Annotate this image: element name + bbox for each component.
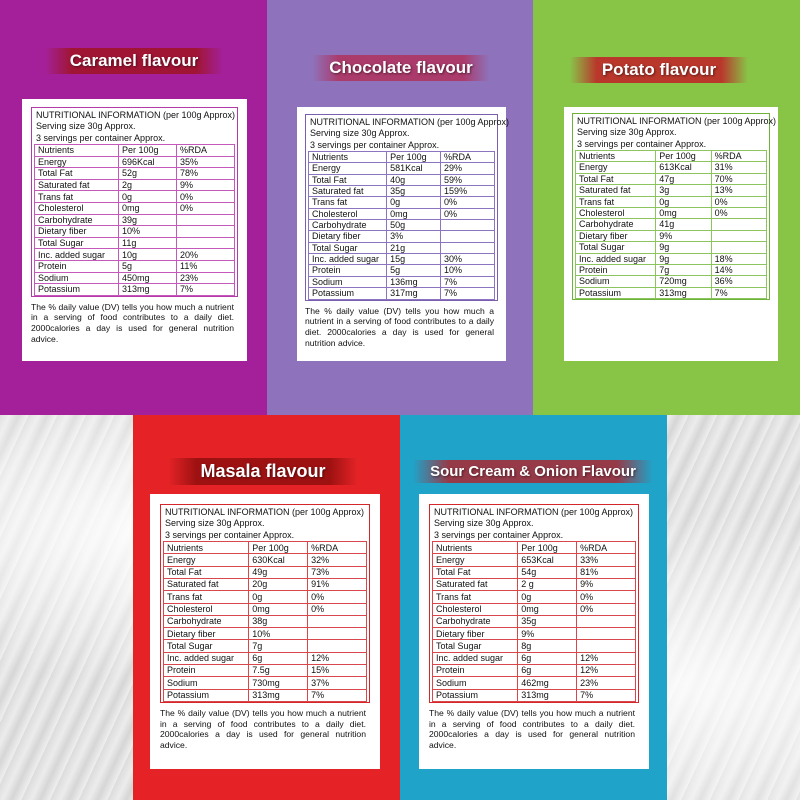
table-row: [576, 276, 767, 287]
rda-value: 37%: [308, 677, 367, 689]
potato-nutrition-card: [564, 107, 778, 361]
table-row: [576, 185, 767, 196]
rda-value: 23%: [177, 272, 235, 284]
nutrient-name: Potassium: [433, 689, 518, 701]
nutrient-name: Dietary fiber: [576, 230, 656, 241]
table-row: [576, 207, 767, 218]
per-100g-value: 720mg: [656, 276, 711, 287]
nutrient-name: Energy: [35, 156, 119, 168]
per-100g-value: 0g: [249, 591, 308, 603]
caramel-nutrition-card: [22, 99, 247, 361]
rda-value: 36%: [711, 276, 766, 287]
rda-value: 15%: [308, 665, 367, 677]
nutrition-table: [34, 144, 235, 296]
per-100g-value: 47g: [656, 173, 711, 184]
nutrient-name: Protein: [164, 665, 249, 677]
per-100g-value: 5g: [119, 260, 177, 272]
table-row: [309, 163, 495, 174]
nutrient-name: Nutrients: [576, 151, 656, 162]
rda-value: 35%: [177, 156, 235, 168]
per-100g-value: 0mg: [249, 603, 308, 615]
rda-value: [308, 628, 367, 640]
rda-value: 12%: [577, 665, 636, 677]
per-100g-value: 41g: [656, 219, 711, 230]
per-100g-value: 0mg: [518, 603, 577, 615]
nutrient-name: Nutrients: [35, 145, 119, 157]
nutrient-name: Total Sugar: [433, 640, 518, 652]
table-row: [164, 665, 367, 677]
table-row: [164, 640, 367, 652]
table-row: [433, 640, 636, 652]
per-100g-value: Per 100g: [656, 151, 711, 162]
rda-value: 18%: [711, 253, 766, 264]
per-100g-value: 6g: [518, 652, 577, 664]
table-row: [309, 220, 495, 231]
rda-value: 14%: [711, 264, 766, 275]
table-row: [164, 615, 367, 627]
table-row: [164, 603, 367, 615]
table-row: [433, 628, 636, 640]
serving-info: Serving size 30g Approx.: [434, 518, 534, 529]
table-row: [35, 226, 235, 238]
rda-value: 0%: [308, 603, 367, 615]
rda-value: [711, 242, 766, 253]
table-row: [309, 174, 495, 185]
per-100g-value: 313mg: [249, 689, 308, 701]
nutrient-name: Total Fat: [309, 174, 387, 185]
per-100g-value: 2g: [119, 179, 177, 191]
nutrient-name: Sodium: [164, 677, 249, 689]
serving-info: Serving size 30g Approx.: [577, 127, 677, 138]
table-row: [433, 578, 636, 590]
nutrient-name: Sodium: [35, 272, 119, 284]
potato-title: Potato flavour: [570, 57, 748, 83]
per-100g-value: Per 100g: [119, 145, 177, 157]
table-row: [35, 214, 235, 226]
daily-value-note: The % daily value (DV) tells you how much a nutrient in a serving of food contributes to a daily diet. 2000calories a day is used for general nutrition advice.: [429, 707, 635, 751]
nutrient-name: Inc. added sugar: [164, 652, 249, 664]
nutrient-name: Dietary fiber: [164, 628, 249, 640]
table-row: [309, 231, 495, 242]
nutrient-name: Nutrients: [309, 152, 387, 163]
chocolate-title: Chocolate flavour: [312, 55, 490, 81]
rda-value: 9%: [177, 179, 235, 191]
nutrient-name: Inc. added sugar: [576, 253, 656, 264]
nutrient-name: Sodium: [576, 276, 656, 287]
nutrient-name: Energy: [309, 163, 387, 174]
rda-value: 7%: [441, 288, 495, 299]
rda-value: 0%: [577, 603, 636, 615]
nutrient-name: Dietary fiber: [309, 231, 387, 242]
nutrition-heading: NUTRITIONAL INFORMATION (per 100g Approx): [165, 507, 365, 517]
table-row: [35, 179, 235, 191]
rda-value: 12%: [577, 652, 636, 664]
nutrient-name: Energy: [576, 162, 656, 173]
per-100g-value: 9%: [518, 628, 577, 640]
masala-nutrition-card: [150, 494, 380, 769]
nutrient-name: Protein: [576, 264, 656, 275]
per-100g-value: 653Kcal: [518, 554, 577, 566]
rda-value: %RDA: [577, 542, 636, 554]
per-100g-value: 38g: [249, 615, 308, 627]
table-row: [576, 219, 767, 230]
table-row: [576, 196, 767, 207]
daily-value-note: The % daily value (DV) tells you how much a nutrient in a serving of food contributes to a daily diet. 2000calories a day is used for general nutrition advice.: [305, 305, 494, 348]
table-row: [576, 242, 767, 253]
rda-value: [441, 220, 495, 231]
nutrient-name: Trans fat: [35, 191, 119, 203]
rda-value: 12%: [308, 652, 367, 664]
table-header-row: [164, 542, 367, 554]
nutrient-name: Dietary fiber: [433, 628, 518, 640]
rda-value: 70%: [711, 173, 766, 184]
nutrition-table: [575, 150, 767, 299]
per-100g-value: 5g: [387, 265, 441, 276]
nutrient-name: Cholesterol: [309, 208, 387, 219]
per-100g-value: 0mg: [387, 208, 441, 219]
table-row: [35, 156, 235, 168]
per-100g-value: 0mg: [656, 207, 711, 218]
nutrient-name: Total Fat: [576, 173, 656, 184]
nutrient-name: Inc. added sugar: [309, 254, 387, 265]
rda-value: [577, 640, 636, 652]
rda-value: [577, 615, 636, 627]
per-100g-value: 49g: [249, 566, 308, 578]
rda-value: 159%: [441, 186, 495, 197]
nutrition-table: [432, 541, 636, 702]
table-row: [576, 287, 767, 298]
table-row: [433, 615, 636, 627]
per-100g-value: 313mg: [656, 287, 711, 298]
nutrient-name: Sodium: [309, 276, 387, 287]
nutrient-name: Cholesterol: [35, 203, 119, 215]
per-100g-value: 52g: [119, 168, 177, 180]
per-100g-value: 7g: [249, 640, 308, 652]
table-row: [35, 249, 235, 261]
per-100g-value: 2 g: [518, 578, 577, 590]
table-row: [309, 242, 495, 253]
nutrient-name: Nutrients: [433, 542, 518, 554]
table-row: [164, 591, 367, 603]
table-row: [309, 288, 495, 299]
rda-value: %RDA: [711, 151, 766, 162]
per-100g-value: 3%: [387, 231, 441, 242]
rda-value: [441, 231, 495, 242]
table-row: [309, 208, 495, 219]
nutrient-name: Sodium: [433, 677, 518, 689]
table-row: [35, 191, 235, 203]
nutrient-name: Total Fat: [35, 168, 119, 180]
nutrient-name: Dietary fiber: [35, 226, 119, 238]
per-100g-value: 9%: [656, 230, 711, 241]
nutrient-name: Total Sugar: [576, 242, 656, 253]
table-row: [35, 203, 235, 215]
nutrient-name: Inc. added sugar: [35, 249, 119, 261]
nutrition-box: [429, 504, 639, 703]
per-100g-value: 136mg: [387, 276, 441, 287]
table-row: [576, 264, 767, 275]
nutrient-name: Carbohydrate: [35, 214, 119, 226]
rda-value: 0%: [441, 208, 495, 219]
serving-info: Serving size 30g Approx.: [165, 518, 265, 529]
table-row: [433, 554, 636, 566]
per-100g-value: Per 100g: [387, 152, 441, 163]
nutrient-name: Energy: [433, 554, 518, 566]
rda-value: 0%: [177, 191, 235, 203]
rda-value: 0%: [711, 196, 766, 207]
masala-title: Masala flavour: [168, 458, 358, 485]
rda-value: 81%: [577, 566, 636, 578]
per-100g-value: 11g: [119, 237, 177, 249]
rda-value: 30%: [441, 254, 495, 265]
table-row: [433, 689, 636, 701]
nutrient-name: Energy: [164, 554, 249, 566]
table-row: [576, 173, 767, 184]
rda-value: 23%: [577, 677, 636, 689]
per-100g-value: 630Kcal: [249, 554, 308, 566]
per-100g-value: Per 100g: [249, 542, 308, 554]
nutrition-heading: NUTRITIONAL INFORMATION (per 100g Approx): [36, 110, 236, 120]
table-row: [35, 260, 235, 272]
table-row: [164, 628, 367, 640]
table-row: [576, 253, 767, 264]
nutrition-box: [572, 113, 777, 300]
table-header-row: [433, 542, 636, 554]
nutrient-name: Carbohydrate: [576, 219, 656, 230]
daily-value-note: The % daily value (DV) tells you how much a nutrient in a serving of food contributes to a daily diet. 2000calories a day is used for general nutrition advice.: [160, 707, 366, 751]
sour-cream-onion-nutrition-card: [419, 494, 649, 769]
rda-value: [711, 230, 766, 241]
per-100g-value: 35g: [518, 615, 577, 627]
rda-value: [577, 628, 636, 640]
rda-value: 29%: [441, 163, 495, 174]
rda-value: 7%: [177, 284, 235, 296]
per-100g-value: 613Kcal: [656, 162, 711, 173]
caramel-title: Caramel flavour: [45, 48, 223, 74]
nutrient-name: Protein: [309, 265, 387, 276]
serving-info: 3 servings per container Approx.: [434, 529, 564, 540]
table-row: [433, 665, 636, 677]
chocolate-nutrition-card: [297, 107, 510, 361]
nutrient-name: Total Sugar: [309, 242, 387, 253]
per-100g-value: 10%: [249, 628, 308, 640]
nutrient-name: Potassium: [164, 689, 249, 701]
rda-value: [441, 242, 495, 253]
rda-value: 0%: [177, 203, 235, 215]
table-header-row: [309, 152, 495, 163]
per-100g-value: 6g: [518, 665, 577, 677]
serving-info: 3 servings per container Approx.: [310, 139, 440, 150]
per-100g-value: 15g: [387, 254, 441, 265]
per-100g-value: 0g: [119, 191, 177, 203]
nutrition-heading: NUTRITIONAL INFORMATION (per 100g Approx): [577, 116, 777, 126]
serving-info: 3 servings per container Approx.: [577, 138, 707, 149]
rda-value: 11%: [177, 260, 235, 272]
sour-cream-onion-title: Sour Cream & Onion Flavour: [413, 460, 653, 483]
per-100g-value: 581Kcal: [387, 163, 441, 174]
rda-value: 59%: [441, 174, 495, 185]
rda-value: 0%: [308, 591, 367, 603]
per-100g-value: 696Kcal: [119, 156, 177, 168]
table-row: [433, 677, 636, 689]
rda-value: [177, 214, 235, 226]
table-row: [433, 566, 636, 578]
table-header-row: [35, 145, 235, 157]
rda-value: %RDA: [441, 152, 495, 163]
nutrition-heading: NUTRITIONAL INFORMATION (per 100g Approx): [434, 507, 634, 517]
table-row: [35, 237, 235, 249]
per-100g-value: 54g: [518, 566, 577, 578]
rda-value: [711, 219, 766, 230]
table-row: [35, 168, 235, 180]
serving-info: 3 servings per container Approx.: [36, 132, 166, 143]
per-100g-value: 6g: [249, 652, 308, 664]
per-100g-value: 35g: [387, 186, 441, 197]
nutrition-table: [308, 151, 495, 299]
per-100g-value: 9g: [656, 253, 711, 264]
per-100g-value: 39g: [119, 214, 177, 226]
per-100g-value: Per 100g: [518, 542, 577, 554]
rda-value: 0%: [577, 591, 636, 603]
per-100g-value: 20g: [249, 578, 308, 590]
rda-value: 20%: [177, 249, 235, 261]
nutrient-name: Total Fat: [433, 566, 518, 578]
table-row: [433, 591, 636, 603]
rda-value: 7%: [441, 276, 495, 287]
per-100g-value: 40g: [387, 174, 441, 185]
nutrient-name: Cholesterol: [433, 603, 518, 615]
per-100g-value: 450mg: [119, 272, 177, 284]
nutrition-box: [305, 114, 510, 301]
nutrient-name: Saturated fat: [35, 179, 119, 191]
table-row: [164, 578, 367, 590]
table-row: [309, 254, 495, 265]
rda-value: 32%: [308, 554, 367, 566]
nutrition-box: [160, 504, 370, 703]
per-100g-value: 8g: [518, 640, 577, 652]
nutrition-table: [163, 541, 367, 702]
per-100g-value: 0g: [518, 591, 577, 603]
nutrient-name: Total Sugar: [164, 640, 249, 652]
per-100g-value: 0g: [656, 196, 711, 207]
rda-value: %RDA: [177, 145, 235, 157]
nutrient-name: Trans fat: [576, 196, 656, 207]
nutrient-name: Nutrients: [164, 542, 249, 554]
per-100g-value: 7.5g: [249, 665, 308, 677]
table-row: [35, 284, 235, 296]
per-100g-value: 317mg: [387, 288, 441, 299]
table-row: [309, 197, 495, 208]
nutrient-name: Potassium: [35, 284, 119, 296]
rda-value: 91%: [308, 578, 367, 590]
nutrition-heading: NUTRITIONAL INFORMATION (per 100g Approx): [310, 117, 510, 127]
nutrient-name: Total Sugar: [35, 237, 119, 249]
nutrient-name: Saturated fat: [433, 578, 518, 590]
nutrient-name: Protein: [433, 665, 518, 677]
nutrient-name: Trans fat: [164, 591, 249, 603]
table-row: [164, 677, 367, 689]
rda-value: 10%: [441, 265, 495, 276]
nutrient-name: Cholesterol: [164, 603, 249, 615]
per-100g-value: 313mg: [518, 689, 577, 701]
table-row: [164, 554, 367, 566]
rda-value: 7%: [577, 689, 636, 701]
nutrient-name: Total Fat: [164, 566, 249, 578]
rda-value: [177, 237, 235, 249]
table-row: [576, 162, 767, 173]
table-row: [309, 186, 495, 197]
serving-info: 3 servings per container Approx.: [165, 529, 295, 540]
nutrient-name: Potassium: [576, 287, 656, 298]
rda-value: 31%: [711, 162, 766, 173]
nutrient-name: Saturated fat: [309, 186, 387, 197]
table-header-row: [576, 151, 767, 162]
per-100g-value: 730mg: [249, 677, 308, 689]
table-row: [164, 652, 367, 664]
table-row: [433, 652, 636, 664]
rda-value: 9%: [577, 578, 636, 590]
per-100g-value: 7g: [656, 264, 711, 275]
nutrient-name: Trans fat: [309, 197, 387, 208]
per-100g-value: 10%: [119, 226, 177, 238]
rda-value: 78%: [177, 168, 235, 180]
rda-value: [308, 640, 367, 652]
per-100g-value: 462mg: [518, 677, 577, 689]
table-row: [35, 272, 235, 284]
rda-value: 73%: [308, 566, 367, 578]
nutrient-name: Potassium: [309, 288, 387, 299]
rda-value: 0%: [711, 207, 766, 218]
nutrient-name: Carbohydrate: [164, 615, 249, 627]
serving-info: Serving size 30g Approx.: [36, 121, 136, 132]
nutrient-name: Trans fat: [433, 591, 518, 603]
per-100g-value: 3g: [656, 185, 711, 196]
per-100g-value: 50g: [387, 220, 441, 231]
nutrient-name: Protein: [35, 260, 119, 272]
table-row: [164, 689, 367, 701]
per-100g-value: 10g: [119, 249, 177, 261]
table-row: [164, 566, 367, 578]
per-100g-value: 313mg: [119, 284, 177, 296]
nutrient-name: Inc. added sugar: [433, 652, 518, 664]
rda-value: %RDA: [308, 542, 367, 554]
table-row: [433, 603, 636, 615]
rda-value: 33%: [577, 554, 636, 566]
nutrient-name: Carbohydrate: [309, 220, 387, 231]
per-100g-value: 0g: [387, 197, 441, 208]
per-100g-value: 9g: [656, 242, 711, 253]
rda-value: [177, 226, 235, 238]
per-100g-value: 0mg: [119, 203, 177, 215]
rda-value: 7%: [308, 689, 367, 701]
nutrient-name: Saturated fat: [164, 578, 249, 590]
rda-value: 0%: [441, 197, 495, 208]
nutrient-name: Saturated fat: [576, 185, 656, 196]
daily-value-note: The % daily value (DV) tells you how much a nutrient in a serving of food contributes to a daily diet. 2000calories a day is used for general nutrition advice.: [31, 301, 234, 344]
rda-value: [308, 615, 367, 627]
rda-value: 7%: [711, 287, 766, 298]
nutrient-name: Carbohydrate: [433, 615, 518, 627]
nutrient-name: Cholesterol: [576, 207, 656, 218]
table-row: [576, 230, 767, 241]
serving-info: Serving size 30g Approx.: [310, 128, 410, 139]
rda-value: 13%: [711, 185, 766, 196]
table-row: [309, 276, 495, 287]
per-100g-value: 21g: [387, 242, 441, 253]
nutrition-box: [31, 107, 238, 297]
table-row: [309, 265, 495, 276]
